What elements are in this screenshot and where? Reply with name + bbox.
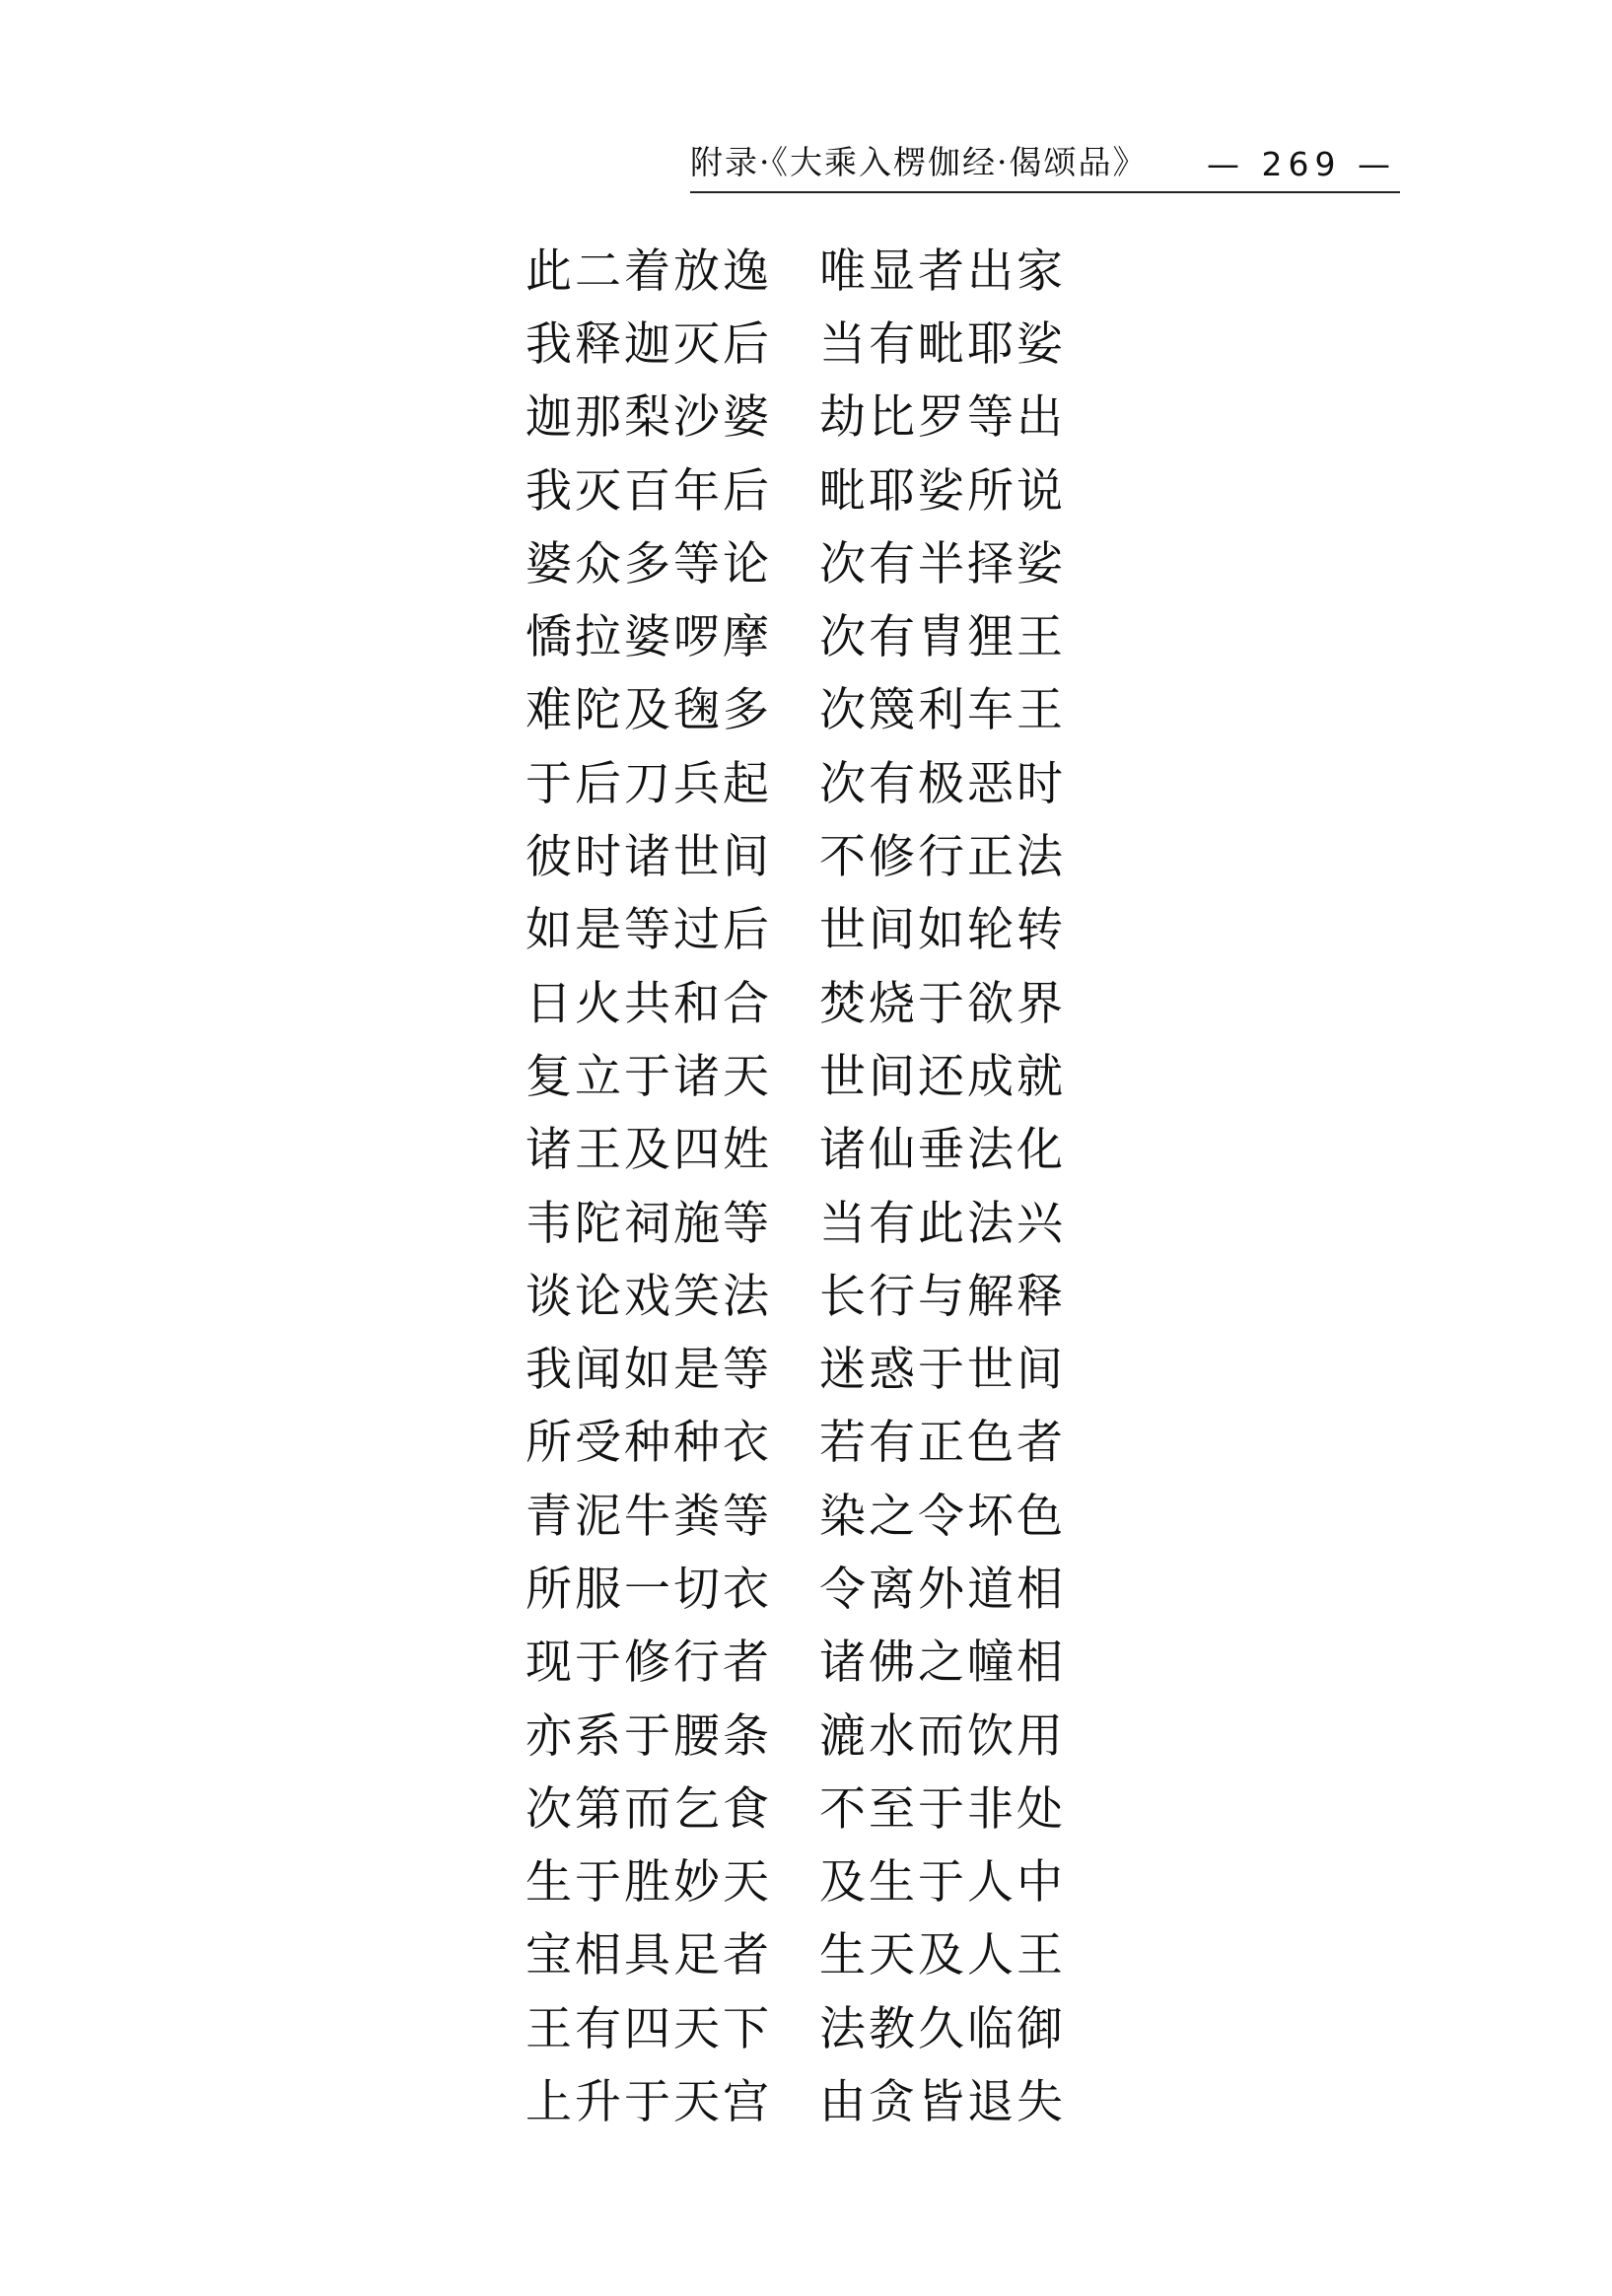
verse-second-half: 唯显者出家 (819, 244, 1066, 299)
page-number: — 269 — (1207, 145, 1396, 183)
verse-row (526, 1992, 1413, 2065)
verse-second-half: 由贪皆退失 (819, 2075, 1066, 2130)
verse-second-half: 长行与解释 (819, 1269, 1066, 1324)
verse-row (526, 308, 1413, 381)
verse-list (526, 235, 1413, 2139)
verse-row (526, 820, 1413, 893)
verse-second-half: 若有正色者 (819, 1416, 1066, 1471)
verse-row (526, 1627, 1413, 1700)
verse-first-half: 憍拉婆啰摩 (526, 610, 772, 665)
verse-first-half: 我闻如是等 (526, 1343, 772, 1398)
verse-row (526, 674, 1413, 747)
verse-first-half: 谈论戏笑法 (526, 1269, 772, 1324)
verse-first-half: 彼时诸世间 (526, 830, 772, 885)
verse-row (526, 1919, 1413, 1992)
verse-second-half: 当有毗耶娑 (819, 316, 1066, 372)
verse-second-half: 次有半择娑 (819, 536, 1066, 591)
verse-first-half: 所受种种衣 (526, 1416, 772, 1471)
verse-row (526, 1260, 1413, 1333)
verse-row (526, 1333, 1413, 1406)
verse-first-half: 现于修行者 (526, 1635, 772, 1691)
verse-row (526, 2065, 1413, 2138)
verse-second-half: 次有极恶时 (819, 756, 1066, 811)
verse-row (526, 235, 1413, 308)
verse-first-half: 如是等过后 (526, 903, 772, 958)
verse-first-half: 难陀及毱多 (526, 683, 772, 738)
verse-second-half: 毗耶娑所说 (819, 463, 1066, 519)
verse-second-half: 当有此法兴 (819, 1196, 1066, 1251)
verse-row (526, 600, 1413, 673)
verse-first-half: 诸王及四姓 (526, 1123, 772, 1178)
verse-row (526, 894, 1413, 967)
verse-row (526, 1480, 1413, 1553)
verse-second-half: 及生于人中 (819, 1855, 1066, 1911)
verse-row (526, 382, 1413, 454)
verse-first-half: 所服一切衣 (526, 1562, 772, 1617)
verse-first-half: 王有四天下 (526, 2001, 772, 2056)
verse-row (526, 527, 1413, 600)
verse-second-half: 不至于非处 (819, 1781, 1066, 1837)
verse-row (526, 1700, 1413, 1773)
verse-first-half: 迦那梨沙婆 (526, 390, 772, 446)
verse-second-half: 不修行正法 (819, 830, 1066, 885)
verse-second-half: 令离外道相 (819, 1562, 1066, 1617)
verse-second-half: 诸佛之幢相 (819, 1635, 1066, 1691)
verse-first-half: 亦系于腰条 (526, 1708, 772, 1764)
verse-second-half: 迷惑于世间 (819, 1343, 1066, 1398)
verse-first-half: 于后刀兵起 (526, 756, 772, 811)
verse-second-half: 次篾利车王 (819, 683, 1066, 738)
verse-first-half: 宝相具足者 (526, 1928, 772, 1983)
verse-row (526, 1846, 1413, 1919)
verse-first-half: 此二着放逸 (526, 244, 772, 299)
verse-first-half: 次第而乞食 (526, 1781, 772, 1837)
verse-second-half: 世间还成就 (819, 1049, 1066, 1104)
verse-row (526, 1773, 1413, 1845)
verse-row (526, 454, 1413, 527)
verse-second-half: 漉水而饮用 (819, 1708, 1066, 1764)
verse-first-half: 青泥牛粪等 (526, 1489, 772, 1544)
verse-row (526, 1187, 1413, 1260)
verse-first-half: 日火共和合 (526, 976, 772, 1031)
verse-first-half: 生于胜妙天 (526, 1855, 772, 1911)
running-header (690, 136, 1400, 193)
verse-second-half: 染之令坏色 (819, 1489, 1066, 1544)
verse-first-half: 韦陀祠施等 (526, 1196, 772, 1251)
verse-first-half: 我释迦灭后 (526, 316, 772, 372)
verse-second-half: 诸仙垂法化 (819, 1123, 1066, 1178)
verse-row (526, 747, 1413, 820)
verse-second-half: 焚烧于欲界 (819, 976, 1066, 1031)
verse-second-half: 法教久临御 (819, 2001, 1066, 2056)
verse-row (526, 1407, 1413, 1480)
verse-first-half: 复立于诸天 (526, 1049, 772, 1104)
verse-row (526, 1553, 1413, 1626)
verse-first-half: 我灭百年后 (526, 463, 772, 519)
verse-row (526, 967, 1413, 1040)
verse-first-half: 婆众多等论 (526, 536, 772, 591)
running-header-title: 附录·《大乘入楞伽经·偈颂品》 (690, 143, 1148, 181)
verse-second-half: 世间如轮转 (819, 903, 1066, 958)
verse-second-half: 生天及人王 (819, 1928, 1066, 1983)
verse-row (526, 1114, 1413, 1187)
verse-first-half: 上升于天宫 (526, 2075, 772, 2130)
verse-row (526, 1040, 1413, 1113)
verse-second-half: 劫比罗等出 (819, 390, 1066, 446)
verse-second-half: 次有胄狸王 (819, 610, 1066, 665)
